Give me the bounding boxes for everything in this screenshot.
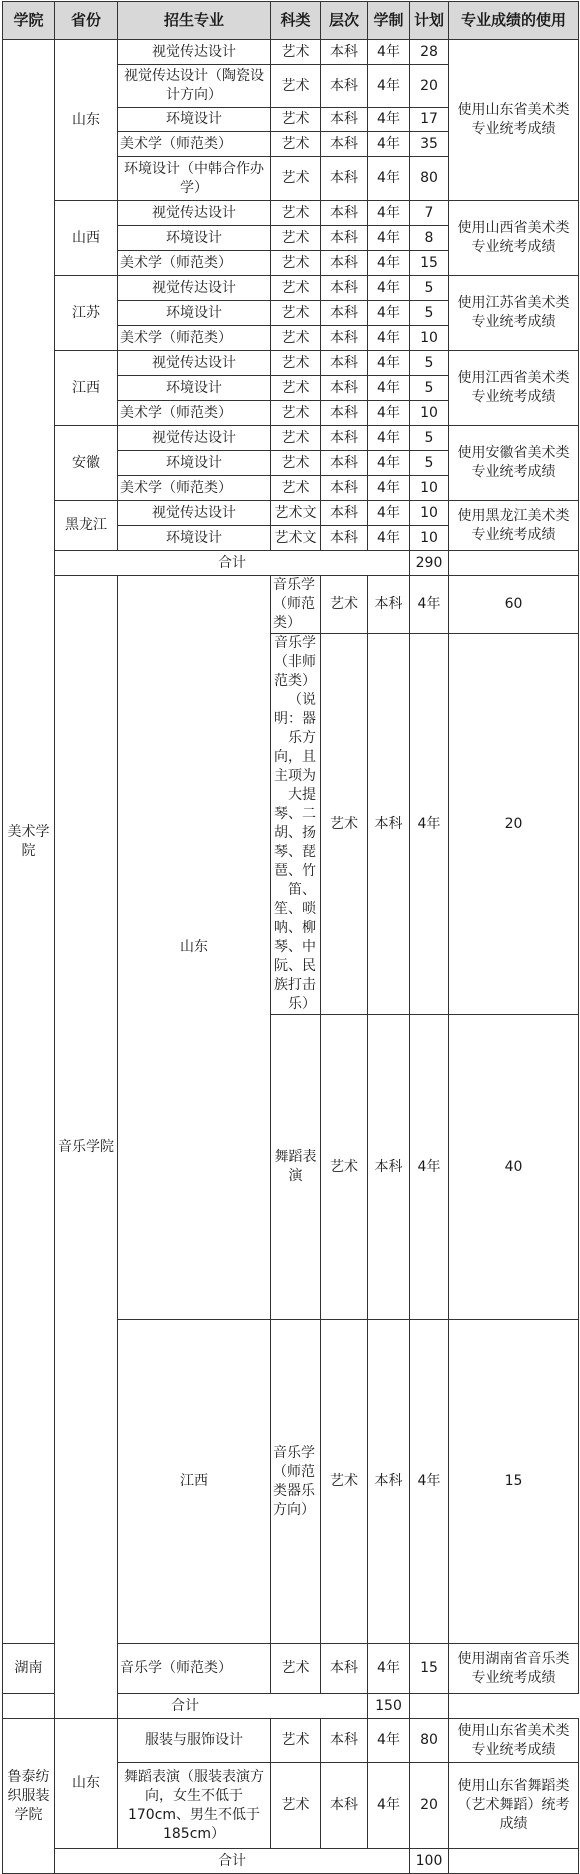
table-cell: 4年 bbox=[368, 376, 410, 401]
table-cell: 美术学（师范类） bbox=[118, 132, 271, 157]
table-cell: 黑龙江 bbox=[55, 501, 118, 551]
table-cell: 音乐学（非师范类）（说明：器乐方向，且主项为大提琴、二胡、扬琴、琵琶、竹笛、笙、唢呐、柳琴、中阮、民族打击乐） bbox=[271, 634, 321, 1015]
table-cell: 艺术 bbox=[321, 576, 368, 634]
table-cell: 本科 bbox=[321, 426, 368, 451]
table-cell: 290 bbox=[410, 551, 449, 576]
table-cell: 4年 bbox=[368, 426, 410, 451]
table-row bbox=[3, 1694, 579, 1719]
table-cell: 4年 bbox=[368, 401, 410, 426]
header-province: 省份 bbox=[55, 2, 118, 40]
table-cell: 本科 bbox=[321, 526, 368, 551]
table-cell: 艺术 bbox=[271, 376, 321, 401]
table-cell: 艺术 bbox=[271, 476, 321, 501]
table-cell: 15 bbox=[410, 251, 449, 276]
table-cell: 艺术 bbox=[321, 1015, 368, 1320]
table-cell: 鲁泰纺织服装学院 bbox=[3, 1719, 55, 1874]
table-cell: 艺术文 bbox=[271, 526, 321, 551]
table-cell: 80 bbox=[410, 1719, 449, 1763]
header-category: 科类 bbox=[271, 2, 321, 40]
table-cell: 使用湖南省音乐类专业统考成绩 bbox=[449, 1644, 579, 1694]
table-cell: 艺术 bbox=[271, 157, 321, 201]
table-cell: 音乐学（师范类） bbox=[118, 1644, 271, 1694]
table-cell: 合计 bbox=[55, 1849, 410, 1874]
table-cell: 艺术 bbox=[271, 276, 321, 301]
table-cell: 艺术 bbox=[271, 108, 321, 132]
header-score-usage: 专业成绩的使用 bbox=[449, 2, 579, 40]
table-cell: 4年 bbox=[410, 576, 449, 634]
table-cell bbox=[410, 1694, 449, 1719]
table-cell: 环境设计（中韩合作办学） bbox=[118, 157, 271, 201]
table-cell: 28 bbox=[410, 40, 449, 65]
table-cell: 艺术 bbox=[271, 1719, 321, 1763]
table-cell: 使用江西省美术类专业统考成绩 bbox=[449, 351, 579, 426]
table-cell: 合计 bbox=[3, 1694, 368, 1719]
table-cell: 5 bbox=[410, 426, 449, 451]
table-cell: 20 bbox=[410, 1763, 449, 1849]
table-cell: 环境设计 bbox=[118, 301, 271, 326]
table-cell: 山东 bbox=[118, 576, 271, 1320]
table-cell: 20 bbox=[449, 634, 579, 1015]
table-cell: 环境设计 bbox=[118, 108, 271, 132]
table-cell: 4年 bbox=[368, 301, 410, 326]
table-cell: 合计 bbox=[55, 551, 410, 576]
table-cell: 使用山西省美术类专业统考成绩 bbox=[449, 201, 579, 276]
table-cell: 本科 bbox=[321, 376, 368, 401]
table-cell: 本科 bbox=[321, 40, 368, 65]
table-cell: 4年 bbox=[368, 157, 410, 201]
table-cell bbox=[449, 1849, 579, 1874]
table-cell: 舞蹈表演（服装表演方向，女生不低于170cm、男生不低于185cm） bbox=[118, 1763, 271, 1849]
table-cell: 10 bbox=[410, 526, 449, 551]
table-cell: 10 bbox=[410, 476, 449, 501]
table-cell: 艺术 bbox=[271, 326, 321, 351]
table-cell: 5 bbox=[410, 451, 449, 476]
header-level: 层次 bbox=[321, 2, 368, 40]
table-cell: 7 bbox=[410, 201, 449, 226]
table-cell: 本科 bbox=[368, 1320, 410, 1644]
table-cell: 60 bbox=[449, 576, 579, 634]
table-row bbox=[3, 351, 579, 376]
table-cell: 40 bbox=[449, 1015, 579, 1320]
table-cell: 4年 bbox=[368, 251, 410, 276]
table-cell: 本科 bbox=[321, 326, 368, 351]
table-cell: 美术学（师范类） bbox=[118, 476, 271, 501]
table-cell: 4年 bbox=[368, 65, 410, 108]
table-cell: 本科 bbox=[368, 576, 410, 634]
table-cell: 本科 bbox=[321, 157, 368, 201]
table-cell: 使用黑龙江美术类专业统考成绩 bbox=[449, 501, 579, 551]
table-cell: 山东 bbox=[55, 1719, 118, 1849]
table-cell: 艺术 bbox=[271, 451, 321, 476]
table-cell: 使用山东省美术类专业统考成绩 bbox=[449, 1719, 579, 1763]
table-cell: 4年 bbox=[368, 201, 410, 226]
table-cell: 4年 bbox=[368, 501, 410, 526]
table-cell: 艺术 bbox=[271, 351, 321, 376]
table-cell: 4年 bbox=[410, 1320, 449, 1644]
table-cell: 音乐学（师范类） bbox=[271, 576, 321, 634]
table-cell: 艺术 bbox=[321, 1320, 368, 1644]
table-cell bbox=[449, 551, 579, 576]
table-cell: 4年 bbox=[368, 326, 410, 351]
header-row bbox=[3, 2, 579, 40]
table-cell: 舞蹈表演 bbox=[271, 1015, 321, 1320]
table-cell: 4年 bbox=[368, 451, 410, 476]
table-cell: 本科 bbox=[321, 251, 368, 276]
table-cell: 艺术 bbox=[271, 201, 321, 226]
table-cell: 艺术 bbox=[271, 251, 321, 276]
table-cell: 江苏 bbox=[55, 276, 118, 351]
table-cell: 4年 bbox=[368, 108, 410, 132]
table-cell: 艺术 bbox=[271, 1644, 321, 1694]
table-cell: 15 bbox=[410, 1644, 449, 1694]
table-cell: 视觉传达设计 bbox=[118, 351, 271, 376]
table-cell: 4年 bbox=[410, 634, 449, 1015]
table-row bbox=[3, 551, 579, 576]
table-cell: 视觉传达设计 bbox=[118, 501, 271, 526]
table-cell: 4年 bbox=[368, 1644, 410, 1694]
table-cell: 江西 bbox=[118, 1320, 271, 1644]
table-cell: 10 bbox=[410, 326, 449, 351]
table-cell: 音乐学院 bbox=[55, 576, 118, 1719]
table-cell: 本科 bbox=[368, 1015, 410, 1320]
table-cell: 150 bbox=[368, 1694, 410, 1719]
table-cell: 4年 bbox=[368, 132, 410, 157]
table-row bbox=[3, 426, 579, 451]
table-cell: 使用山东省舞蹈类（艺术舞蹈）统考成绩 bbox=[449, 1763, 579, 1849]
table-cell: 本科 bbox=[321, 108, 368, 132]
table-row bbox=[3, 276, 579, 301]
table-cell: 本科 bbox=[321, 301, 368, 326]
table-row bbox=[3, 40, 579, 65]
table-cell: 艺术 bbox=[271, 40, 321, 65]
header-plan: 计划 bbox=[410, 2, 449, 40]
table-cell: 本科 bbox=[321, 65, 368, 108]
table-cell: 本科 bbox=[321, 201, 368, 226]
table-cell: 艺术 bbox=[271, 1763, 321, 1849]
table-cell: 100 bbox=[410, 1849, 449, 1874]
table-cell: 本科 bbox=[321, 451, 368, 476]
table-cell: 4年 bbox=[410, 1015, 449, 1320]
table-cell: 山东 bbox=[55, 40, 118, 201]
table-cell: 山西 bbox=[55, 201, 118, 276]
header-college: 学院 bbox=[3, 2, 55, 40]
table-cell: 本科 bbox=[368, 634, 410, 1015]
table-cell: 17 bbox=[410, 108, 449, 132]
table-cell: 环境设计 bbox=[118, 526, 271, 551]
table-cell: 5 bbox=[410, 276, 449, 301]
table-cell: 15 bbox=[449, 1320, 579, 1644]
table-cell: 艺术 bbox=[321, 634, 368, 1015]
table-cell: 4年 bbox=[368, 226, 410, 251]
table-cell: 音乐学（师范类器乐方向） bbox=[271, 1320, 321, 1644]
table-cell: 艺术 bbox=[271, 226, 321, 251]
table-cell: 视觉传达设计 bbox=[118, 201, 271, 226]
table-cell: 美术学（师范类） bbox=[118, 251, 271, 276]
table-cell: 环境设计 bbox=[118, 451, 271, 476]
table-cell: 5 bbox=[410, 301, 449, 326]
table-cell: 使用安徽省美术类专业统考成绩 bbox=[449, 426, 579, 501]
table-cell: 本科 bbox=[321, 226, 368, 251]
table-row bbox=[3, 1849, 579, 1874]
header-major: 招生专业 bbox=[118, 2, 271, 40]
table-cell: 视觉传达设计 bbox=[118, 426, 271, 451]
table-cell: 视觉传达设计（陶瓷设计方向） bbox=[118, 65, 271, 108]
table-cell: 环境设计 bbox=[118, 376, 271, 401]
table-cell: 本科 bbox=[321, 501, 368, 526]
table-cell: 江西 bbox=[55, 351, 118, 426]
table-cell: 5 bbox=[410, 351, 449, 376]
table-cell: 4年 bbox=[368, 476, 410, 501]
table-row bbox=[3, 576, 579, 634]
table-cell: 4年 bbox=[368, 526, 410, 551]
table-cell: 使用山东省美术类专业统考成绩 bbox=[449, 40, 579, 201]
table-cell: 艺术文 bbox=[271, 501, 321, 526]
admissions-table bbox=[2, 1, 579, 1874]
table-cell: 艺术 bbox=[271, 401, 321, 426]
table-cell: 4年 bbox=[368, 351, 410, 376]
table-cell: 艺术 bbox=[271, 132, 321, 157]
table-cell: 视觉传达设计 bbox=[118, 276, 271, 301]
table-cell: 本科 bbox=[321, 401, 368, 426]
table-cell: 服装与服饰设计 bbox=[118, 1719, 271, 1763]
table-cell: 4年 bbox=[368, 1719, 410, 1763]
table-row bbox=[3, 1719, 579, 1763]
table-cell: 视觉传达设计 bbox=[118, 40, 271, 65]
table-cell: 美术学（师范类） bbox=[118, 401, 271, 426]
table-cell: 本科 bbox=[321, 1763, 368, 1849]
table-cell: 80 bbox=[410, 157, 449, 201]
table-cell: 安徽 bbox=[55, 426, 118, 501]
table-cell: 4年 bbox=[368, 1763, 410, 1849]
header-duration: 学制 bbox=[368, 2, 410, 40]
table-body bbox=[3, 40, 579, 1874]
table-cell: 4年 bbox=[368, 40, 410, 65]
table-cell: 使用江苏省美术类专业统考成绩 bbox=[449, 276, 579, 351]
table-cell: 艺术 bbox=[271, 301, 321, 326]
table-cell: 20 bbox=[410, 65, 449, 108]
table-cell: 本科 bbox=[321, 476, 368, 501]
table-row bbox=[3, 501, 579, 526]
table-cell: 艺术 bbox=[271, 426, 321, 451]
table-cell: 本科 bbox=[321, 1719, 368, 1763]
table-row bbox=[3, 201, 579, 226]
table-cell: 4年 bbox=[368, 276, 410, 301]
table-cell: 8 bbox=[410, 226, 449, 251]
table-cell: 本科 bbox=[321, 351, 368, 376]
table-cell: 10 bbox=[410, 401, 449, 426]
table-cell: 环境设计 bbox=[118, 226, 271, 251]
table-cell: 美术学院 bbox=[3, 40, 55, 1644]
table-cell: 美术学（师范类） bbox=[118, 326, 271, 351]
table-cell: 本科 bbox=[321, 1644, 368, 1694]
table-cell: 本科 bbox=[321, 276, 368, 301]
table-cell: 10 bbox=[410, 501, 449, 526]
table-cell: 35 bbox=[410, 132, 449, 157]
table-cell: 湖南 bbox=[3, 1644, 55, 1694]
table-cell: 艺术 bbox=[271, 65, 321, 108]
table-cell: 5 bbox=[410, 376, 449, 401]
table-cell: 本科 bbox=[321, 132, 368, 157]
